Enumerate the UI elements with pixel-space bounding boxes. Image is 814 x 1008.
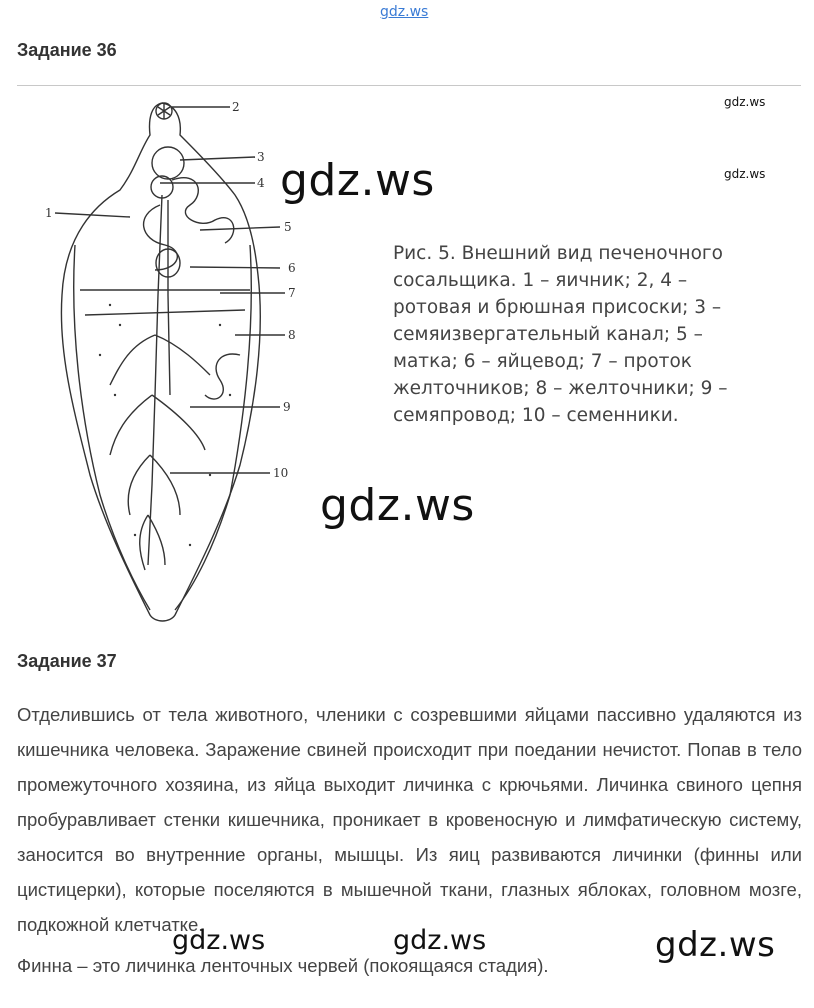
watermark-small: gdz.ws	[724, 95, 766, 109]
liver-fluke-figure	[40, 95, 320, 625]
figure-label: 8	[288, 328, 296, 342]
figure-label: 4	[257, 176, 265, 190]
figure-label: 9	[283, 400, 291, 414]
figure-label: 5	[284, 220, 292, 234]
watermark-bottom: gdz.ws	[655, 925, 776, 965]
figure-label: 6	[288, 261, 296, 275]
figure-label: 10	[273, 466, 289, 480]
task-36-heading: Задание 36	[17, 40, 117, 60]
figure-label: 1	[45, 206, 53, 220]
watermark-top-link[interactable]: gdz.ws	[380, 4, 429, 20]
watermark-bottom: gdz.ws	[393, 925, 487, 956]
watermark-large: gdz.ws	[320, 480, 475, 531]
task-37-heading: Задание 37	[17, 651, 117, 671]
watermark-bottom: gdz.ws	[172, 925, 266, 956]
task-37-paragraph: Отделившись от тела животного, членики с созревшими яйцами пассивно удаляются из кишечника человека. Заражение свиней происходит при поедании нечистот. Попав в тело промежуточного хозяина, из яйца выходит личинка с крючьями. Личинка свиного цепня пробуравливает стенки кишечника, проникает в кровеносную и лимфатическую систему, заносится во внутренние органы, мышцы. Из яиц развиваются личинки (финны или цистицерки), которые поселяются в мышечной ткани, глазных яблоках, головном мозге, подкожной клетчатке.	[17, 704, 802, 935]
watermark-large: gdz.ws	[280, 155, 435, 206]
figure-label: 2	[232, 100, 240, 114]
task-37-paragraph-2: Финна – это личинка ленточных червей (покоящаяся стадия).	[17, 955, 549, 976]
watermark-small: gdz.ws	[724, 167, 766, 181]
figure-caption: Рис. 5. Внешний вид печеночного сосальщика. 1 – яичник; 2, 4 – ротовая и брюшная присоски; 3 – семяизвергательный канал; 5 – матка; 6 – яйцевод; 7 – проток желточников; 8 – желточники; 9 – семяпровод; 10 – семенники.	[393, 243, 728, 426]
figure-label: 7	[288, 286, 296, 300]
figure-label: 3	[257, 150, 265, 164]
divider	[17, 85, 801, 86]
